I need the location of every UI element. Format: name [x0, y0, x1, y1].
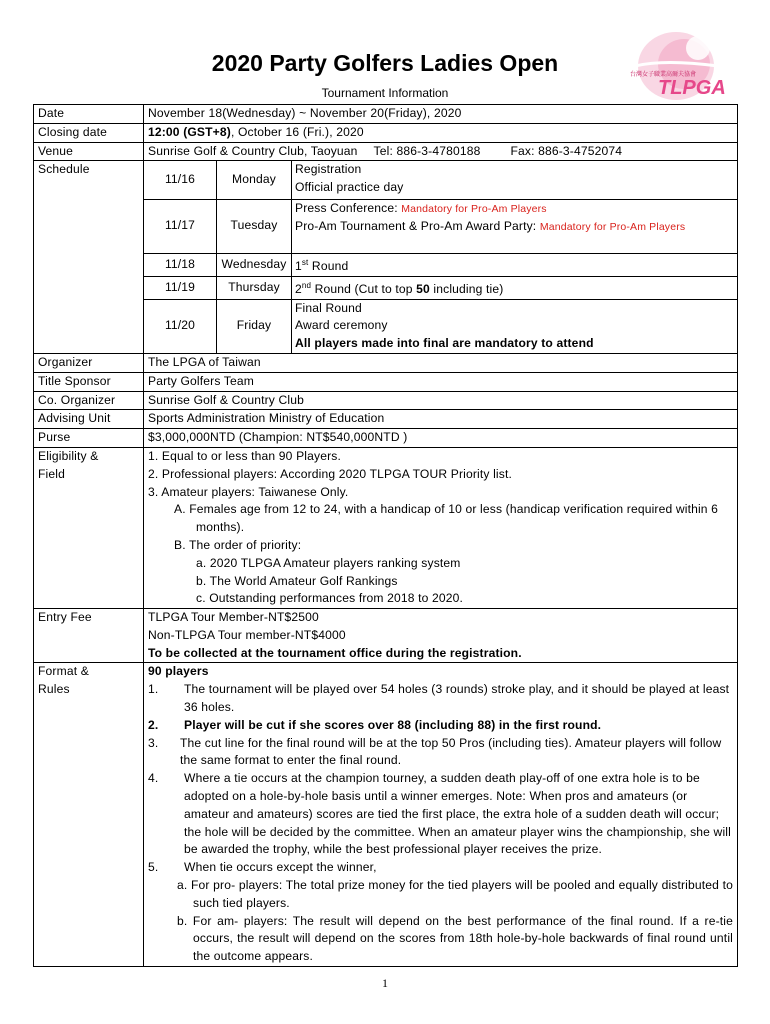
label-purse: Purse: [34, 429, 144, 448]
row-format-rules: [34, 663, 738, 967]
label-advising-unit: Advising Unit: [34, 410, 144, 429]
page-subtitle: Tournament Information: [321, 86, 449, 100]
label-date: Date: [34, 105, 144, 124]
list-item: A. Females age from 12 to 24, with a handicap of 10 or less (handicap verification required within 6 months).: [174, 502, 719, 535]
list-item: 2. Player will be cut if she scores over 88 (including 88) in the first round.: [148, 717, 602, 732]
row-schedule: [34, 161, 738, 354]
value-schedule: [144, 161, 738, 354]
list-item: 3. Amateur players: Taiwanese Only.: [148, 484, 349, 499]
schedule-date: 11/20: [144, 299, 217, 353]
row-organizer: [34, 353, 738, 372]
value-co-organizer: Sunrise Golf & Country Club: [144, 391, 738, 410]
schedule-table: [144, 161, 737, 353]
row-venue: [34, 142, 738, 161]
value-format-rules: 90 players 1. The tournament will be played over 54 holes (3 rounds) stroke play, and it should be played at least 36 holes. 2. Player will be cut if she scores over 88 (including 88) in the first round. 3. The cut line for the final round will be at the top 50 Pros (including ties). Amateur players will follow the same format to enter the final round. 4. Where a tie occurs at the champion tourney, a sudden death play-off of one extra hole is to be adopted on a hole-by-hole basis until a winner emerges. Note: When pros and amateurs (or amateur and amateurs) scores are tied the first place, the extra hole of a sudden death will occur; the hole will be decided by the committee. When an amateur player wins the championship, she will be awarded the trophy, while the best professional player receives the prize. 5. When tie occurs except the winner, a. For pro- players: The total prize money for the tied players will be pooled and equally distributed to such tied players. b. For am- players: The result will depend on the best performance of the final round. If a re-tie occurs, the result will depend on the scores from 18th hole-by-hole backwards of final round until the outcome appears.: [144, 663, 738, 967]
label-eligibility: Eligibility & Field: [34, 447, 144, 608]
list-item: B. The order of priority:: [174, 537, 302, 552]
schedule-detail: 2nd Round (Cut to top 50 including tie): [292, 276, 738, 299]
row-title-sponsor: [34, 372, 738, 391]
row-eligibility: [34, 447, 738, 608]
row-closing-date: [34, 123, 738, 142]
page-number: 1: [382, 976, 388, 990]
list-item: 3. The cut line for the final round will be at the top 50 Pros (including ties). Amateur players will follow the same format to enter the final round.: [148, 735, 722, 768]
value-date: November 18(Wednesday) ~ November 20(Friday), 2020: [144, 105, 738, 124]
list-item: 1. The tournament will be played over 54 holes (3 rounds) stroke play, and it should be played at least 36 holes.: [148, 682, 730, 715]
schedule-day: Tuesday: [217, 199, 292, 253]
schedule-detail: 1st Round: [292, 253, 738, 276]
tournament-info-table: [33, 104, 738, 967]
label-organizer: Organizer: [34, 353, 144, 372]
schedule-date: 11/19: [144, 276, 217, 299]
label-entry-fee: Entry Fee: [34, 609, 144, 663]
logo-text: TLPGA: [658, 77, 726, 99]
schedule-date: 11/18: [144, 253, 217, 276]
logo-subtext: 台灣女子職業高爾夫協會: [630, 71, 697, 78]
list-item: 1. Equal to or less than 90 Players.: [148, 448, 341, 463]
value-organizer: The LPGA of Taiwan: [144, 353, 738, 372]
tlpga-logo: [618, 28, 726, 108]
label-closing-date: Closing date: [34, 123, 144, 142]
label-format-rules: Format & Rules: [34, 663, 144, 967]
label-venue: Venue: [34, 142, 144, 161]
list-item: 2. Professional players: According 2020 TLPGA TOUR Priority list.: [148, 466, 512, 481]
list-item: a. For pro- players: The total prize money for the tied players will be pooled and equally distributed to such tied players.: [177, 878, 733, 910]
label-co-organizer: Co. Organizer: [34, 391, 144, 410]
value-closing-date: 12:00 (GST+8), October 16 (Fri.), 2020: [144, 123, 738, 142]
list-item: b. For am- players: The result will depend on the best performance of the final round. If a re-tie occurs, the result will depend on the scores from 18th hole-by-hole backwards of final round until the outcome appears.: [177, 913, 733, 964]
row-advising-unit: [34, 410, 738, 429]
label-schedule: Schedule: [34, 161, 144, 354]
value-eligibility: [144, 447, 738, 608]
schedule-date: 11/17: [144, 199, 217, 253]
schedule-day: Monday: [217, 161, 292, 199]
value-venue: Sunrise Golf & Country Club, Taoyuan Tel: 886-3-4780188 Fax: 886-3-4752074: [144, 142, 738, 161]
row-date: [34, 105, 738, 124]
value-entry-fee: TLPGA Tour Member-NT$2500 Non-TLPGA Tour member-NT$4000 To be collected at the tournament office during the registration.: [144, 609, 738, 663]
schedule-day: Friday: [217, 299, 292, 353]
row-co-organizer: [34, 391, 738, 410]
schedule-detail: Registration Official practice day: [292, 161, 738, 199]
schedule-date: 11/16: [144, 161, 217, 199]
row-purse: [34, 429, 738, 448]
list-item: c. Outstanding performances from 2018 to 2020.: [196, 591, 464, 606]
schedule-detail: Final Round Award ceremony All players made into final are mandatory to attend: [292, 299, 738, 353]
label-title-sponsor: Title Sponsor: [34, 372, 144, 391]
value-purse: $3,000,000NTD (Champion: NT$540,000NTD ): [144, 429, 738, 448]
schedule-detail: Press Conference: Mandatory for Pro-Am Players Pro-Am Tournament & Pro-Am Award Party: Mandatory for Pro-Am Players: [292, 199, 738, 253]
list-item: 5. When tie occurs except the winner,: [148, 860, 377, 875]
list-item: 4. Where a tie occurs at the champion tourney, a sudden death play-off of one extra hole is to be adopted on a hole-by-hole basis until a winner emerges. Note: When pros and amateurs (or amateur and amateurs) scores are tied the first place, the extra hole of a sudden death will occur; the hole will be decided by the committee. When an amateur player wins the championship, she will be awarded the trophy, while the best professional player receives the prize.: [148, 771, 731, 857]
value-title-sponsor: Party Golfers Team: [144, 372, 738, 391]
schedule-day: Thursday: [217, 276, 292, 299]
row-entry-fee: [34, 609, 738, 663]
list-item: a. 2020 TLPGA Amateur players ranking system: [196, 555, 461, 570]
value-advising-unit: Sports Administration Ministry of Education: [144, 410, 738, 429]
schedule-day: Wednesday: [217, 253, 292, 276]
page-title: 2020 Party Golfers Ladies Open: [211, 50, 559, 76]
list-item: b. The World Amateur Golf Rankings: [196, 573, 398, 588]
